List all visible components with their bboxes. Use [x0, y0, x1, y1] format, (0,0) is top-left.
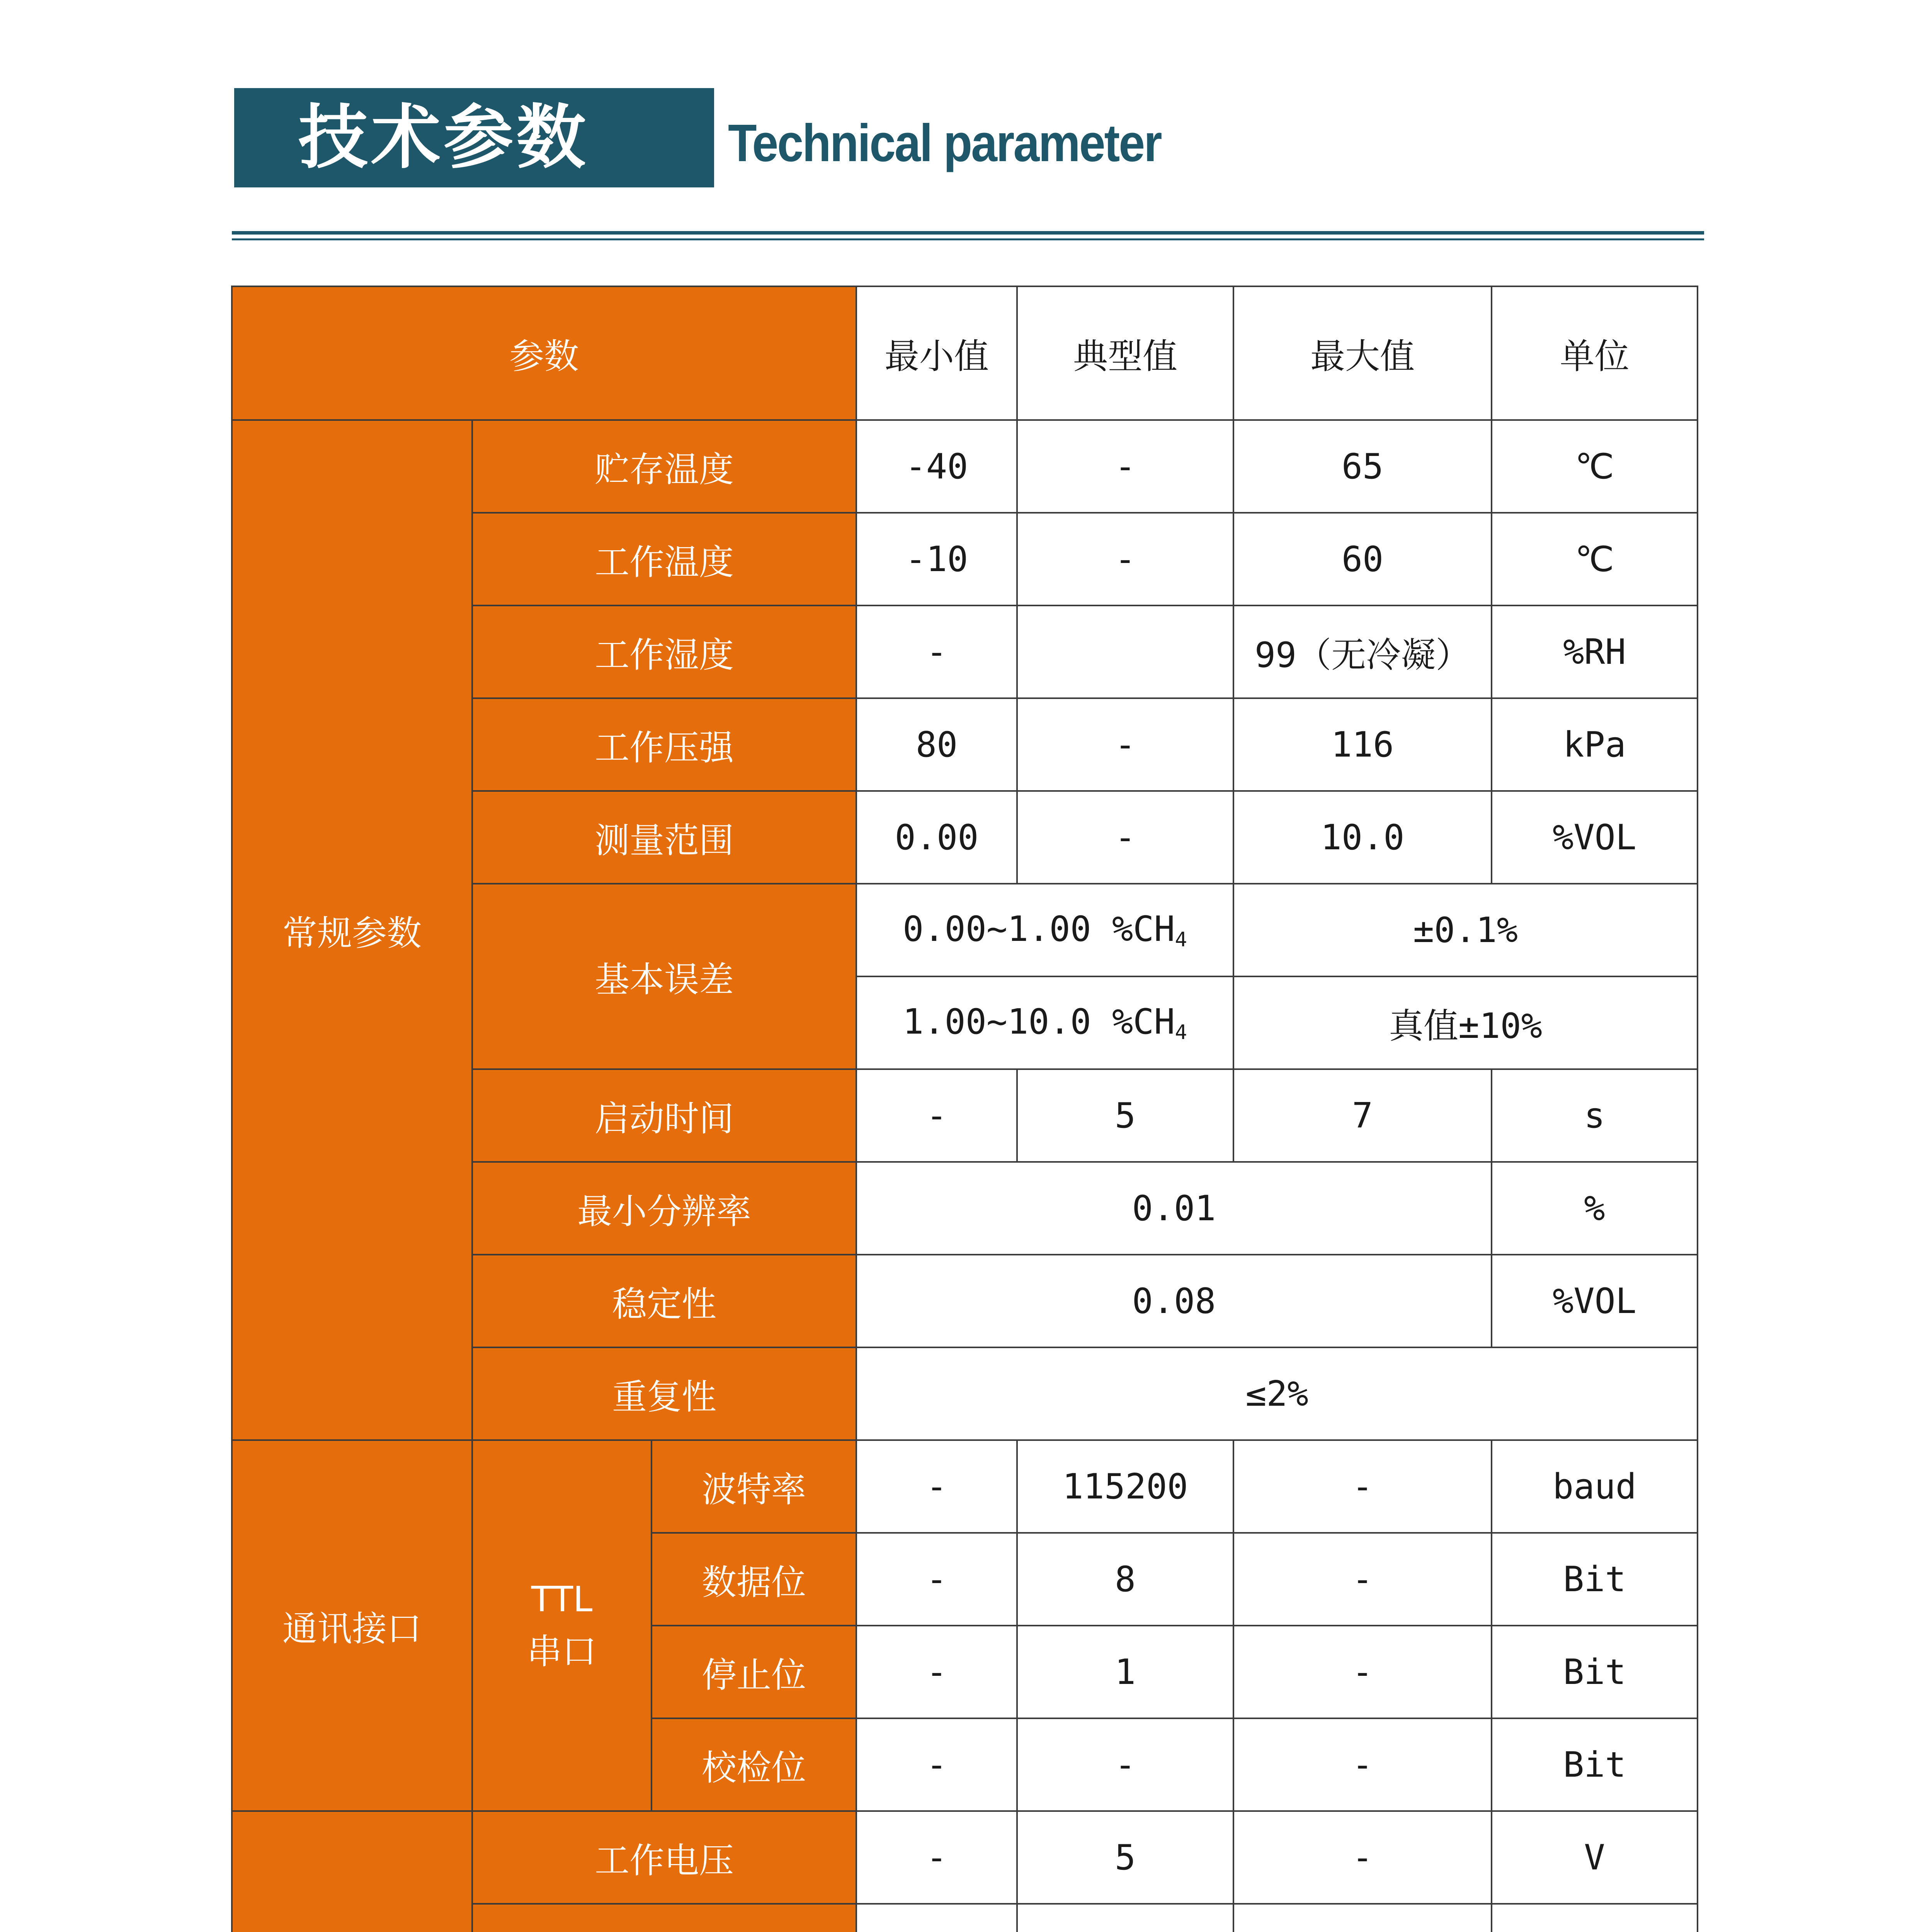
- cell-unit: Bit: [1492, 1626, 1698, 1718]
- cell-max: -: [1233, 1718, 1492, 1811]
- row-name: 稳定性: [472, 1255, 856, 1347]
- header-max: 最大值: [1233, 286, 1492, 420]
- cell-min: -: [856, 1069, 1017, 1162]
- cell-value: 0.08: [856, 1255, 1492, 1347]
- cell-min: [856, 1904, 1017, 1932]
- row-name: 贮存温度: [472, 420, 856, 513]
- cell-max: 60: [1233, 513, 1492, 605]
- cell-unit: %RH: [1492, 605, 1698, 698]
- cell-min: 0.00: [856, 791, 1017, 884]
- subscript: 4: [1175, 928, 1187, 951]
- subscript: 4: [1175, 1021, 1187, 1044]
- row-name: 校检位: [651, 1718, 856, 1811]
- cell-unit: kPa: [1492, 698, 1698, 791]
- range-text: 1.00~10.0 %CH: [903, 1002, 1175, 1042]
- cell-typ: -: [1017, 791, 1233, 884]
- cell-value: 0.01: [856, 1162, 1492, 1255]
- ttl-label: TTL: [531, 1579, 593, 1620]
- serial-label: 串口: [527, 1631, 597, 1672]
- group-comm-sub: [472, 1440, 651, 1811]
- spec-table: [231, 286, 1698, 1932]
- header-typ: 典型值: [1017, 286, 1233, 420]
- cell-min: -40: [856, 420, 1017, 513]
- group-elec: [232, 1811, 472, 1932]
- header-rule-thick: [232, 231, 1704, 235]
- page-title: 技术参数: [298, 97, 589, 178]
- cell-error: 真值±10%: [1233, 976, 1698, 1069]
- cell-value: ≤2%: [856, 1347, 1698, 1440]
- cell-max: -: [1233, 1533, 1492, 1626]
- cell-unit: %: [1492, 1162, 1698, 1255]
- row-name: 工作湿度: [472, 605, 856, 698]
- cell-max: 99（无冷凝）: [1233, 605, 1492, 698]
- cell-typ: -: [1017, 698, 1233, 791]
- cell-range: [856, 884, 1233, 976]
- cell-typ: [1017, 605, 1233, 698]
- cell-range: [856, 976, 1233, 1069]
- table-header-row: [232, 286, 1698, 420]
- cell-typ: 5: [1017, 1069, 1233, 1162]
- cell-typ: 5: [1017, 1811, 1233, 1904]
- title-banner: [234, 88, 714, 187]
- cell-min: -: [856, 1533, 1017, 1626]
- row-name: 重复性: [472, 1347, 856, 1440]
- cell-max: 65: [1233, 420, 1492, 513]
- cell-unit: ℃: [1492, 420, 1698, 513]
- row-name: 启动时间: [472, 1069, 856, 1162]
- row-name: 工作电压: [472, 1811, 856, 1904]
- row-name: 测量范围: [472, 791, 856, 884]
- cell-max: 116: [1233, 698, 1492, 791]
- cell-error: ±0.1%: [1233, 884, 1698, 976]
- cell-unit: Bit: [1492, 1718, 1698, 1811]
- cell-min: -: [856, 1440, 1017, 1533]
- table-row: [232, 420, 1698, 513]
- row-name: 数据位: [651, 1533, 856, 1626]
- cell-unit: V: [1492, 1811, 1698, 1904]
- cell-typ: -: [1017, 420, 1233, 513]
- cell-max: 7: [1233, 1069, 1492, 1162]
- group-comm: 通讯接口: [232, 1440, 472, 1811]
- cell-unit: s: [1492, 1069, 1698, 1162]
- cell-min: -10: [856, 513, 1017, 605]
- header-unit: 单位: [1492, 286, 1698, 420]
- cell-typ: 115200: [1017, 1440, 1233, 1533]
- row-name: 工作温度: [472, 513, 856, 605]
- cell-min: -: [856, 1626, 1017, 1718]
- cell-unit: Bit: [1492, 1533, 1698, 1626]
- cell-unit: [1492, 1904, 1698, 1932]
- cell-min: -: [856, 1718, 1017, 1811]
- page-subtitle: Technical parameter: [728, 113, 1161, 173]
- row-name: 停止位: [651, 1626, 856, 1718]
- table-row: [232, 1811, 1698, 1904]
- header-param: 参数: [232, 286, 856, 420]
- row-name: 工作压强: [472, 698, 856, 791]
- cell-unit: ℃: [1492, 513, 1698, 605]
- cell-unit: %VOL: [1492, 791, 1698, 884]
- cell-max: 10.0: [1233, 791, 1492, 884]
- cell-typ: 1: [1017, 1626, 1233, 1718]
- cell-unit: %VOL: [1492, 1255, 1698, 1347]
- cell-typ: -: [1017, 513, 1233, 605]
- cell-min: -: [856, 605, 1017, 698]
- cell-min: -: [856, 1811, 1017, 1904]
- cell-unit: baud: [1492, 1440, 1698, 1533]
- row-name: [472, 1904, 856, 1932]
- header-rule-thin: [232, 238, 1704, 240]
- row-name: 基本误差: [472, 884, 856, 1069]
- cell-max: -: [1233, 1811, 1492, 1904]
- cell-typ: [1017, 1904, 1233, 1932]
- group-general: 常规参数: [232, 420, 472, 1440]
- row-name: 波特率: [651, 1440, 856, 1533]
- cell-typ: 8: [1017, 1533, 1233, 1626]
- cell-max: -: [1233, 1440, 1492, 1533]
- range-text: 0.00~1.00 %CH: [903, 909, 1175, 949]
- table-row: [232, 1440, 1698, 1533]
- header-min: 最小值: [856, 286, 1017, 420]
- cell-min: 80: [856, 698, 1017, 791]
- cell-typ: -: [1017, 1718, 1233, 1811]
- cell-max: [1233, 1904, 1492, 1932]
- cell-max: -: [1233, 1626, 1492, 1718]
- row-name: 最小分辨率: [472, 1162, 856, 1255]
